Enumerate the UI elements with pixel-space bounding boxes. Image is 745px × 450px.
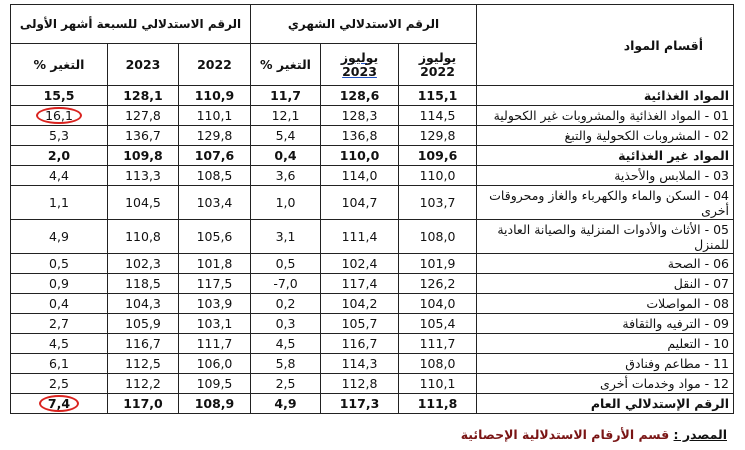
highlight-circle: 16,1 xyxy=(36,107,82,124)
ytd-change-cell: 6,1 xyxy=(11,354,108,374)
table-row xyxy=(11,354,734,374)
year-2023-cell: 104,3 xyxy=(108,294,179,314)
monthly-change-cell: 5,8 xyxy=(251,354,321,374)
year-2022-cell: 107,6 xyxy=(179,146,251,166)
category-cell: 12 - مواد وخدمات أخرى xyxy=(477,374,734,394)
category-cell: 05 - الأثاث والأدوات المنزلية والصيانة العادية للمنزل xyxy=(477,220,734,254)
ytd-change-cell: 15,5 xyxy=(11,86,108,106)
monthly-change-cell: 3,1 xyxy=(251,220,321,254)
jul-2022-cell: 111,8 xyxy=(399,394,477,414)
category-cell: 09 - الترفيه والثقافة xyxy=(477,314,734,334)
year-2022-cell: 108,9 xyxy=(179,394,251,414)
jul-2022-cell: 115,1 xyxy=(399,86,477,106)
monthly-change-cell: 11,7 xyxy=(251,86,321,106)
year-2023-cell: 117,0 xyxy=(108,394,179,414)
jul-2022-cell: 126,2 xyxy=(399,274,477,294)
table-body xyxy=(11,86,734,414)
table-row xyxy=(11,220,734,254)
jul-2022-cell: 111,7 xyxy=(399,334,477,354)
cpi-table-container xyxy=(10,4,733,414)
monthly-change-cell: 1,0 xyxy=(251,186,321,220)
jul-2023-cell: 116,7 xyxy=(321,334,399,354)
year-2022-cell: 109,5 xyxy=(179,374,251,394)
year-2023-header: 2023 xyxy=(108,44,179,86)
ytd-change-cell xyxy=(11,394,108,414)
monthly-change-cell: 0,5 xyxy=(251,254,321,274)
category-cell: المواد الغذائية xyxy=(477,86,734,106)
jul-2022-cell: 114,5 xyxy=(399,106,477,126)
ytd-change-cell: 2,0 xyxy=(11,146,108,166)
table-row xyxy=(11,186,734,220)
year-2023-cell: 102,3 xyxy=(108,254,179,274)
jul-2023-cell: 136,8 xyxy=(321,126,399,146)
category-cell: المواد غير الغذائية xyxy=(477,146,734,166)
jul-2022-cell: 108,0 xyxy=(399,354,477,374)
jul-2023-cell: 111,4 xyxy=(321,220,399,254)
jul-2022-header: يوليوز 2022 xyxy=(399,44,477,86)
monthly-change-cell: 12,1 xyxy=(251,106,321,126)
year-2022-cell: 108,5 xyxy=(179,166,251,186)
monthly-index-header: الرقم الاستدلالي الشهري xyxy=(251,5,477,44)
jul-2022-cell: 110,1 xyxy=(399,374,477,394)
source-note xyxy=(461,427,727,442)
jul-2022-cell: 101,9 xyxy=(399,254,477,274)
jul-2023-cell: 117,3 xyxy=(321,394,399,414)
ytd-change-cell: 5,3 xyxy=(11,126,108,146)
year-2022-cell: 111,7 xyxy=(179,334,251,354)
table-row xyxy=(11,146,734,166)
jul-2023-cell: 105,7 xyxy=(321,314,399,334)
year-2022-cell: 110,9 xyxy=(179,86,251,106)
category-cell: 06 - الصحة xyxy=(477,254,734,274)
monthly-change-cell: 4,5 xyxy=(251,334,321,354)
category-cell: 01 - المواد الغذائية والمشروبات غير الكحولية xyxy=(477,106,734,126)
monthly-change-cell: 0,3 xyxy=(251,314,321,334)
year-2022-cell: 103,1 xyxy=(179,314,251,334)
monthly-change-cell: 0,2 xyxy=(251,294,321,314)
year-2022-cell: 101,8 xyxy=(179,254,251,274)
category-cell: 03 - الملابس والأحذية xyxy=(477,166,734,186)
ytd-change-cell: 0,9 xyxy=(11,274,108,294)
jul-2022-cell: 110,0 xyxy=(399,166,477,186)
ytd-change-cell: 0,4 xyxy=(11,294,108,314)
table-row xyxy=(11,334,734,354)
ytd-change-cell: 1,1 xyxy=(11,186,108,220)
table-row xyxy=(11,394,734,414)
jul-2022-cell: 105,4 xyxy=(399,314,477,334)
jul-2023-cell: 128,6 xyxy=(321,86,399,106)
ytd-change-cell: 2,5 xyxy=(11,374,108,394)
monthly-change-cell: 3,6 xyxy=(251,166,321,186)
year-2022-cell: 106,0 xyxy=(179,354,251,374)
ytd-change-cell: 0,5 xyxy=(11,254,108,274)
category-cell: 07 - النقل xyxy=(477,274,734,294)
highlight-circle: 7,4 xyxy=(39,395,79,412)
table-row xyxy=(11,294,734,314)
jul-2022-cell: 109,6 xyxy=(399,146,477,166)
source-label: المصدر : xyxy=(673,427,727,442)
table-row xyxy=(11,86,734,106)
monthly-change-header: التغير % xyxy=(251,44,321,86)
source-text: قسم الأرقام الاستدلالية الإحصائية xyxy=(460,427,670,442)
jul-2023-cell: 102,4 xyxy=(321,254,399,274)
category-cell: 04 - السكن والماء والكهرباء والغاز ومحروقات أخرى xyxy=(477,186,734,220)
category-cell: 10 - التعليم xyxy=(477,334,734,354)
year-2022-cell: 105,6 xyxy=(179,220,251,254)
table-row xyxy=(11,106,734,126)
year-2023-cell: 109,8 xyxy=(108,146,179,166)
jul-2023-cell: 128,3 xyxy=(321,106,399,126)
year-2023-cell: 112,5 xyxy=(108,354,179,374)
monthly-change-cell: 2,5 xyxy=(251,374,321,394)
category-cell: 08 - المواصلات xyxy=(477,294,734,314)
year-2023-cell: 127,8 xyxy=(108,106,179,126)
year-2023-cell: 110,8 xyxy=(108,220,179,254)
year-2022-cell: 103,4 xyxy=(179,186,251,220)
monthly-change-cell: -7,0 xyxy=(251,274,321,294)
ytd-change-cell: 4,9 xyxy=(11,220,108,254)
table-row xyxy=(11,166,734,186)
year-2022-cell: 129,8 xyxy=(179,126,251,146)
year-2023-cell: 105,9 xyxy=(108,314,179,334)
year-2023-cell: 128,1 xyxy=(108,86,179,106)
table-row xyxy=(11,254,734,274)
jul-2022-cell: 104,0 xyxy=(399,294,477,314)
ytd-change-cell: 4,5 xyxy=(11,334,108,354)
jul-2023-cell: 110,0 xyxy=(321,146,399,166)
ytd-change-cell: 4,4 xyxy=(11,166,108,186)
monthly-change-cell: 5,4 xyxy=(251,126,321,146)
year-2022-cell: 117,5 xyxy=(179,274,251,294)
jul-2023-cell: 114,3 xyxy=(321,354,399,374)
ytd-change-header: التغير % xyxy=(11,44,108,86)
year-2023-cell: 116,7 xyxy=(108,334,179,354)
year-2022-cell: 110,1 xyxy=(179,106,251,126)
table-row xyxy=(11,126,734,146)
category-cell: 11 - مطاعم وفنادق xyxy=(477,354,734,374)
cpi-table xyxy=(10,4,734,414)
jul-2023-header: يوليوز 2023 xyxy=(321,44,399,86)
year-2023-cell: 113,3 xyxy=(108,166,179,186)
year-2023-cell: 136,7 xyxy=(108,126,179,146)
monthly-change-cell: 0,4 xyxy=(251,146,321,166)
jul-2023-cell: 112,8 xyxy=(321,374,399,394)
jul-2023-cell: 104,2 xyxy=(321,294,399,314)
year-2022-cell: 103,9 xyxy=(179,294,251,314)
category-column-header: أقسام المواد xyxy=(477,5,734,86)
ytd-change-cell: 2,7 xyxy=(11,314,108,334)
table-row xyxy=(11,274,734,294)
ytd-index-header: الرقم الاستدلالي للسبعة أشهر الأولى xyxy=(11,5,251,44)
jul-2022-cell: 129,8 xyxy=(399,126,477,146)
year-2023-cell: 104,5 xyxy=(108,186,179,220)
table-row xyxy=(11,314,734,334)
category-cell: الرقم الإستدلالي العام xyxy=(477,394,734,414)
jul-2023-cell: 114,0 xyxy=(321,166,399,186)
ytd-change-cell xyxy=(11,106,108,126)
jul-2022-cell: 108,0 xyxy=(399,220,477,254)
monthly-change-cell: 4,9 xyxy=(251,394,321,414)
category-cell: 02 - المشروبات الكحولية والتبغ xyxy=(477,126,734,146)
table-row xyxy=(11,374,734,394)
jul-2023-cell: 104,7 xyxy=(321,186,399,220)
year-2023-cell: 118,5 xyxy=(108,274,179,294)
year-2022-header: 2022 xyxy=(179,44,251,86)
jul-2023-cell: 117,4 xyxy=(321,274,399,294)
year-2023-cell: 112,2 xyxy=(108,374,179,394)
jul-2022-cell: 103,7 xyxy=(399,186,477,220)
